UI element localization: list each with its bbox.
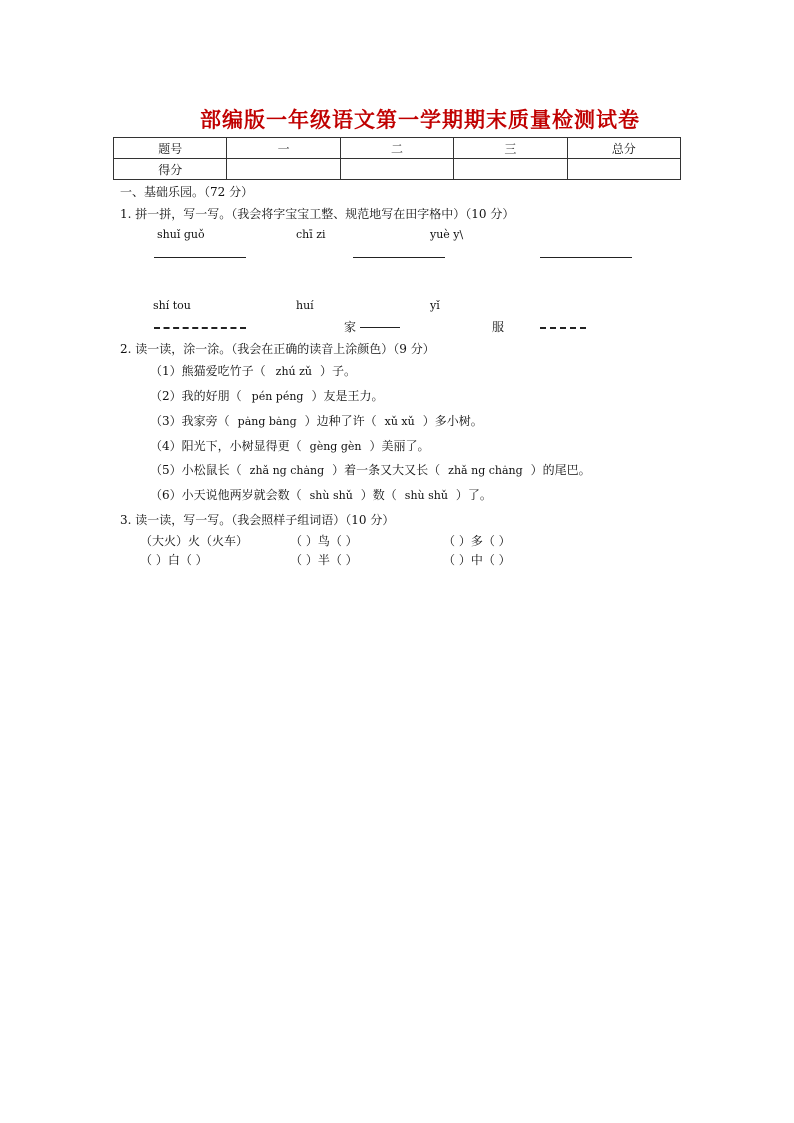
pinyin-option[interactable]: pén péng [251, 390, 304, 403]
q2-item [150, 362, 356, 379]
score-table-header-row [114, 138, 681, 159]
item-text: 我家旁（ [181, 414, 230, 428]
q1-prompt: 1. 拼一拼，写一写。（我会将字宝宝工整、规范地写在田字格中）（10 分） [120, 207, 515, 221]
score-input-cell[interactable] [567, 159, 680, 180]
score-header-cell: 三 [454, 138, 567, 159]
q2-item [150, 461, 591, 478]
item-number: （3） [150, 414, 182, 428]
pinyin-option[interactable]: zhǎ ng chȧng [448, 464, 523, 477]
pinyin-option[interactable]: pȧng bȧng [237, 415, 297, 428]
pinyin-option[interactable]: shù shǔ [309, 489, 353, 502]
item-text: ）友是王力。 [311, 389, 384, 403]
score-table-score-row [114, 159, 681, 180]
score-table [113, 137, 681, 180]
item-text: 小天说他两岁就会数（ [181, 488, 302, 502]
score-header-cell: 一 [227, 138, 340, 159]
item-text: ）子。 [320, 364, 357, 378]
pinyin-label: chī zi [296, 228, 326, 241]
item-text: 我的好朋（ [181, 389, 242, 403]
pinyin-option[interactable]: xǔ xǔ [384, 415, 415, 428]
item-text: 阳光下，小树显得更（ [181, 439, 302, 453]
pinyin-label: shí tou [153, 299, 191, 312]
pinyin-label: huí [296, 299, 314, 312]
item-text: ）美丽了。 [369, 439, 430, 453]
score-header-cell: 总分 [567, 138, 680, 159]
item-text: ）数（ [360, 488, 397, 502]
q2-item [150, 486, 492, 503]
q2-item [150, 412, 483, 429]
score-input-cell[interactable] [340, 159, 453, 180]
score-input-cell[interactable] [227, 159, 340, 180]
word-group[interactable]: （大火）火（火车） [140, 534, 249, 548]
given-character: 家 [344, 320, 357, 334]
pinyin-label: shuǐ guǒ [157, 228, 205, 241]
q2-prompt: 2. 读一读，涂一涂。（我会在正确的读音上涂颜色）（9 分） [120, 342, 435, 356]
word-group[interactable]: （ ）半（ ） [290, 553, 358, 567]
answer-line[interactable] [353, 257, 445, 258]
given-character: 服 [492, 320, 505, 334]
q3-prompt: 3. 读一读，写一写。（我会照样子组词语）（10 分） [120, 513, 395, 527]
section-heading: 一、基础乐园。（72 分） [120, 185, 254, 199]
word-group[interactable]: （ ）多（ ） [443, 534, 511, 548]
pinyin-label: yǐ [430, 299, 440, 312]
item-text: ）多小树。 [422, 414, 483, 428]
score-header-cell: 题号 [114, 138, 227, 159]
item-text: 熊猫爱吃竹子（ [181, 364, 266, 378]
answer-line[interactable] [540, 257, 632, 258]
pinyin-option[interactable]: gèng gèn [309, 440, 362, 453]
item-number: （1） [150, 364, 182, 378]
item-text: ）着一条又大又长（ [332, 463, 441, 477]
answer-line[interactable] [540, 327, 586, 329]
q2-item [150, 387, 383, 404]
item-text: ）的尾巴。 [530, 463, 591, 477]
item-text: ）边种了许（ [304, 414, 377, 428]
item-number: （5） [150, 463, 182, 477]
q2-item [150, 437, 429, 454]
answer-line[interactable] [360, 327, 400, 328]
score-row-label: 得分 [114, 159, 227, 180]
item-number: （4） [150, 439, 182, 453]
pinyin-option[interactable]: shù shǔ [404, 489, 448, 502]
answer-line[interactable] [154, 257, 246, 258]
score-header-cell: 二 [340, 138, 453, 159]
item-text: 小松鼠长（ [181, 463, 242, 477]
pinyin-label: yuè y\ [430, 228, 464, 241]
page-title: 部编版一年级语文第一学期期末质量检测试卷 [200, 108, 640, 132]
word-group[interactable]: （ ）白（ ） [140, 553, 208, 567]
pinyin-option[interactable]: zhú zǔ [275, 365, 312, 378]
item-number: （6） [150, 488, 182, 502]
score-input-cell[interactable] [454, 159, 567, 180]
pinyin-option[interactable]: zhǎ ng chȧng [249, 464, 325, 477]
answer-line[interactable] [154, 327, 246, 329]
item-number: （2） [150, 389, 182, 403]
word-group[interactable]: （ ）鸟（ ） [290, 534, 358, 548]
word-group[interactable]: （ ）中（ ） [443, 553, 511, 567]
item-text: ）了。 [455, 488, 492, 502]
